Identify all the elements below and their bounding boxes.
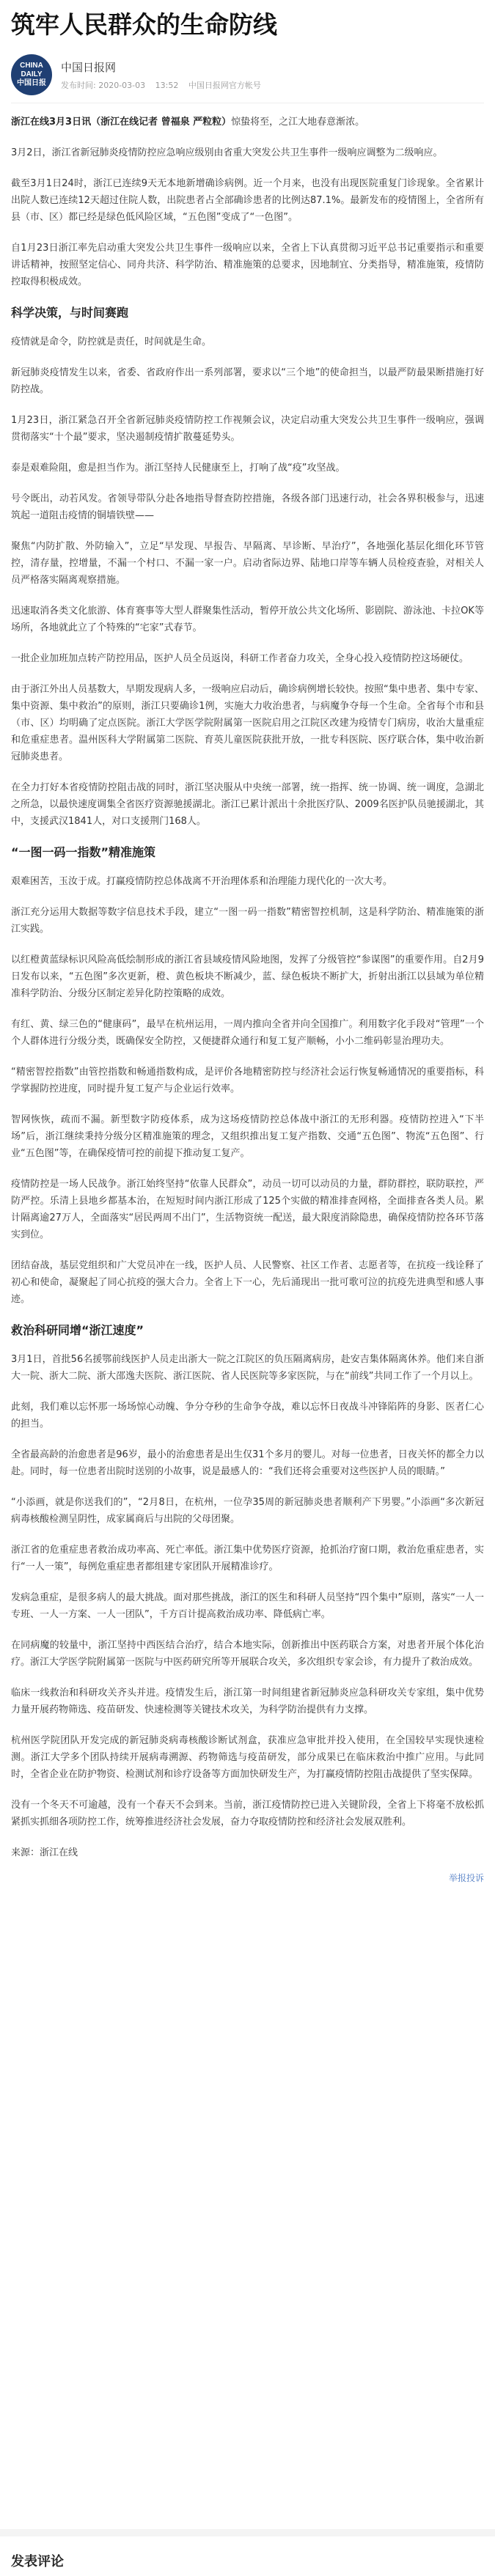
paragraph-group-a (11, 144, 484, 290)
article-paragraph: 艰难困苦，玉汝于成。打赢疫情防控总体战离不开治理体系和治理能力现代化的一次大考。 (11, 876, 393, 887)
lead-text: 惊蛰将至，之江大地春意渐浓。 (231, 117, 365, 128)
logo-text-line: 中国日报 (17, 79, 46, 87)
byline-text (61, 59, 268, 91)
paragraph-group-b (11, 334, 484, 830)
article-paragraph: 迅速取消各类文化旅游、体育赛事等大型人群聚集性活动，暂停开放公共文化场所、影剧院、游泳池、卡拉OK等场所，各地就此立了个特殊的“宅家”式春节。 (11, 606, 484, 633)
byline (11, 54, 484, 95)
source-name[interactable]: 中国日报网 (61, 60, 117, 74)
article-paragraph: 没有一个冬天不可逾越，没有一个春天不会到来。当前，浙江疫情防控已进入关键阶段，全省上下将毫不放松抓紧抓实抓细各项防控工作，统筹推进经济社会发展，奋力夺取疫情防控和经济社会发展双胜利。 (11, 1800, 484, 1828)
publish-meta (61, 79, 268, 91)
article-paragraph: 团结奋战，基层党组织和广大党员冲在一线，医护人员、人民警察、社区工作者、志愿者等，在抗疫一线诠释了初心和使命，凝聚起了同心抗疫的强大合力。全省上下一心，先后涌现出一批可歌可泣的抗疫先进典型和感人事迹。 (11, 1260, 484, 1305)
article-paragraph: “小添画，就是你送我们的”，“2月8日，在杭州，一位孕35周的新冠肺炎患者顺利产下男婴。”小添画“多次新冠病毒核酸检测呈阴性，成家属商后与出院的父母团聚。 (11, 1497, 484, 1525)
publish-date: 发布时间: 2020-03-03 (61, 80, 146, 90)
article-paragraph: 浙江省的危重症患者救治成功率高、死亡率低。浙江集中优势医疗资源，抢抓治疗窗口期，救治危重症患者，实行“一人一策”，每例危重症患者都组建专家团队开展精准诊疗。 (11, 1545, 484, 1572)
article-paragraph: 一批企业加班加点转产防控用品，医护人员全员返岗，科研工作者奋力攻关，全身心投入疫情防控这场硬仗。 (11, 653, 469, 664)
china-daily-logo-icon[interactable] (11, 54, 52, 95)
logo-text-line: CHINA (20, 62, 43, 70)
paragraph-group-c (11, 873, 484, 1308)
article-source: 来源：浙江在线 (11, 1847, 78, 1858)
article-paragraph: 疫情防控是一场人民战争。浙江始终坚持“依靠人民群众”，动员一切可以动员的力量，群防群控，联防联控，严防严控。乐清上县地乡都基本治，在短短时间内浙江形成了125个实做的精准排查网格，全面排查各类人员。累计隔离逾27万人，全面落实“居民两周不出门”，生活物资统一配送，最大限度消除隐患，确保疫情防控各环节落实到位。 (11, 1179, 484, 1240)
article-paragraph: 浙江充分运用大数据等数字信息技术手段，建立“一图一码一指数”精密智控机制，这是科学防治、精准施策的浙江实践。 (11, 907, 484, 935)
section-title: 科学决策，与时间赛跑 (11, 306, 129, 320)
section-title: 救治科研同增“浙江速度” (11, 1323, 144, 1337)
article-paragraph: 截至3月1日24时，浙江已连续9天无本地新增确诊病例。近一个月来，也没有出现医院重复门诊现象。全省累计出院人数已连续12天超过住院人数，出院患者占全部确诊患者的比例达87.1%。最新发布的疫情图上，全省所有县（市、区）都已经是绿色低风险区域，“五色图”变成了“一色图”。 (11, 178, 484, 223)
report-link[interactable]: 举报投诉 (448, 1873, 484, 1883)
article-paragraph: 在同病魔的较量中，浙江坚持中西医结合治疗，结合本地实际，创新推出中医药联合方案，对患者开展个体化治疗。浙江大学医学院附属第一医院与中医药研究所等开展联合攻关，多次组织专家会诊，有力提升了救治成效。 (11, 1640, 484, 1668)
comments-title: 发表评论 (11, 2554, 64, 2569)
article-paragraph: 3月2日，浙江省新冠肺炎疫情防控应急响应级别由省重大突发公共卫生事件一级响应调整为二级响应。 (11, 147, 443, 158)
publish-time: 13:52 (155, 80, 179, 90)
article-paragraph: 由于浙江外出人员基数大，早期发现病人多，一级响应启动后，确诊病例增长较快。按照“集中患者、集中专家、集中资源、集中救治”的原则，浙江只要确诊1例，实施大力收治患者，与病魔争夺每一个生命。全省每个市和县（市、区）均明确了定点医院。浙江大学医学院附属第一医院启用之江院区改建为疫情专门病房，收治大量重症和危重症患者。温州医科大学附属第二医院、育英儿童医院获批开放，一批专科医院、医疗联合体，集中收治新冠肺炎患者。 (11, 684, 484, 762)
article-paragraph: 疫情就是命令，防控就是责任，时间就是生命。 (11, 336, 212, 347)
article-paragraph: 自1月23日浙江率先启动重大突发公共卫生事件一级响应以来，全省上下认真贯彻习近平总书记重要指示和重要讲话精神，按照坚定信心、同舟共济、科学防治、精准施策的总要求，因地制宜、分类指导，精准施策，疫情防控取得积极成效。 (11, 243, 484, 287)
article-paragraph: 以红橙黄蓝绿标识风险高低绘制形成的浙江省县域疫情风险地图，发挥了分级管控“参谋图”的重要作用。自2月9日发布以来，“五色图”多次更新，橙、黄色板块不断减少，蓝、绿色板块不断扩大，折射出浙江以县域为单位精准科学防治、分级分区制定差异化防控策略的成效。 (11, 954, 484, 999)
paragraph-group-d (11, 1351, 484, 1830)
article-paragraph: 号令既出，动若风发。省领导带队分赴各地指导督查防控措施，各级各部门迅速行动，社会各界积极参与，迅速筑起一道阻击疫情的铜墙铁壁—— (11, 493, 484, 521)
lead-paragraph (11, 114, 484, 130)
article-paragraph: “精密智控指数”由管控指数和畅通指数构成，是评价各地精密防控与经济社会运行恢复畅通情况的重要指标，科学掌握防控进度，同时提升复工复产与企业运行效率。 (11, 1067, 484, 1094)
article-paragraph: 在全力打好本省疫情防控阻击战的同时，浙江坚决服从中央统一部署，统一指挥、统一协调、统一调度，急湖北之所急，以最快速度调集全省医疗资源驰援湖北。浙江已累计派出十余批医疗队、2009名医护队员驰援湖北，其中，支援武汉1841人，对口支援荆门168人。 (11, 782, 484, 827)
article-paragraph: 此刻，我们难以忘怀那一场场惊心动魄、争分夺秒的生命争夺战，难以忘怀日夜战斗冲锋陷阵的身影、医者仁心的担当。 (11, 1402, 484, 1429)
article-paragraph: 智网恢恢，疏而不漏。新型数字防疫体系，成为这场疫情防控总体战中浙江的无形利器。疫情防控进入“下半场”后，浙江继续秉持分级分区精准施策的理念，又组织推出复工复产指数、交通“五色图”、物流“五色图”、行业“五色图”等，在确保疫情可控的前提下推动复工复产。 (11, 1114, 484, 1159)
section-separator (0, 2529, 495, 2536)
article-paragraph: 泰是艰难险阻，愈是担当作为。浙江坚持人民健康至上，打响了战“疫”攻坚战。 (11, 463, 345, 474)
article-paragraph: 杭州医学院团队开发完成的新冠肺炎病毒核酸诊断试剂盒，获准应急审批并投入使用，在全国较早实现快速检测。浙江大学多个团队持续开展病毒溯源、药物筛选与疫苗研发，部分成果已在临床救治中推广应用。与此同时，全省企业在防护物资、检测试剂和诊疗设备等方面加快研发生产，为打赢疫情防控阻击战提供了坚实保障。 (11, 1735, 484, 1780)
logo-text-line: DAILY (21, 70, 43, 78)
section-title: “一图一码一指数”精准施策 (11, 845, 156, 859)
article-paragraph: 有红、黄、绿三色的“健康码”，最早在杭州运用，一周内推向全省并向全国推广。利用数字化手段对“管理”一个个人群体进行分级分类，既确保安全防控，又便捷群众通行和复工复产顺畅，小小二维码彰显治理功夫。 (11, 1019, 484, 1047)
article-paragraph: 全省最高龄的治愈患者是96岁，最小的治愈患者是出生仅31个多月的婴儿。对每一位患者，日夜关怀的都全力以赴。同时，每一位患者出院时送别的小故事，说是最感人的：“我们还将会重要对这些医护人员的眼睛。” (11, 1449, 484, 1477)
account-type: 中国日报网官方帐号 (188, 80, 261, 90)
article-title: 筑牢人民群众的生命防线 (11, 10, 277, 39)
article-paragraph: 发病急重症，是很多病人的最大挑战。面对那些挑战，浙江的医生和科研人员坚持“四个集中”原则，落实“一人一专班、一人一方案、一人一团队”，千方百计提高救治成功率、降低病亡率。 (11, 1592, 484, 1620)
article-paragraph: 1月23日，浙江紧急召开全省新冠肺炎疫情防控工作视频会议，决定启动重大突发公共卫生事件一级响应，强调贯彻落实“十个最”要求，坚决遏制疫情扩散蔓延势头。 (11, 415, 484, 443)
article-paragraph: 3月1日，首批56名援鄂前线医护人员走出浙大一院之江院区的负压隔离病房，赴安吉集体隔离休养。他们来自浙大一院、浙大二院、浙大邵逸夫医院、浙江医院、省人民医院等多家医院，与在“前线”共同工作了一个月以上。 (11, 1354, 484, 1382)
comments-section (0, 2529, 495, 2576)
lead-dateline: 浙江在线3月3日讯（浙江在线记者 曾福泉 严粒粒） (11, 117, 232, 128)
article-paragraph: 聚焦“内防扩散、外防输入”，立足“早发现、早报告、早隔离、早诊断、早治疗”，各地强化基层化细化环节管控，清存量，控增量，不漏一个村口、不漏一家一户。启动省际边界、陆地口岸等车辆人员检疫查验，对相关人员严格落实隔离观察措施。 (11, 541, 484, 586)
article-paragraph: 新冠肺炎疫情发生以来，省委、省政府作出一系列部署，要求以“三个地”的使命担当，以最严防最果断措施打好防控战。 (11, 367, 484, 395)
article-paragraph: 临床一线救治和科研攻关齐头并进。疫情发生后，浙江第一时间组建省新冠肺炎应急科研攻关专家组，集中优势力量开展药物筛选、疫苗研发、快速检测等关键技术攻关，为科学防治提供有力支撑。 (11, 1688, 484, 1715)
report-row (11, 1872, 484, 1884)
